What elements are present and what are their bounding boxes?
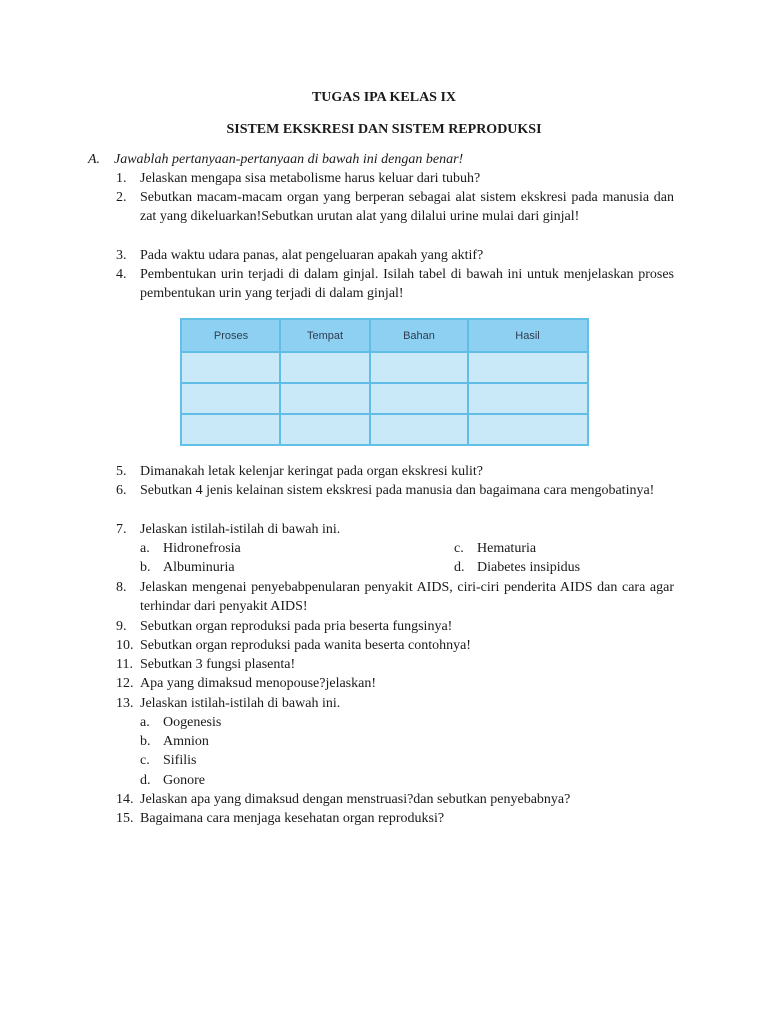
question-text: Sebutkan macam-macam organ yang berperan sebagai alat sistem ekskresi pada manusia dan zat yang dikeluarkan!Sebutkan urutan alat yang dilalui urine mulai dari ginjal! <box>140 190 674 225</box>
question-number: 8. <box>116 580 127 595</box>
term-letter: c. <box>454 541 464 556</box>
question-text: Pembentukan urin terjadi di dalam ginjal. Isilah tabel di bawah ini untuk menjelaskan proses pembentukan urin yang terjadi di dalam ginjal! <box>140 267 674 302</box>
question-number: 11. <box>116 657 133 672</box>
term-text: Albuminuria <box>163 560 235 575</box>
question-6 <box>116 481 674 500</box>
question-2 <box>116 188 674 227</box>
question-number: 14. <box>116 792 134 807</box>
question-12 <box>116 674 674 693</box>
question-text: Dimanakah letak kelenjar keringat pada organ ekskresi kulit? <box>140 464 483 479</box>
question-text: Jelaskan mengenai penyebabpenularan penyakit AIDS, ciri-ciri penderita AIDS dan cara agar terhindar dari penyakit AIDS! <box>140 580 674 615</box>
section-letter: A. <box>88 152 101 167</box>
question-number: 7. <box>116 522 127 537</box>
term-letter: d. <box>140 773 151 788</box>
table-column-divider <box>279 320 281 444</box>
question-text: Sebutkan organ reproduksi pada wanita beserta contohnya! <box>140 638 471 653</box>
term-text: Amnion <box>163 734 209 749</box>
table-row-divider <box>182 351 587 353</box>
table-row-divider <box>182 413 587 415</box>
question-number: 12. <box>116 676 134 691</box>
term-text: Oogenesis <box>163 715 222 730</box>
question-text: Bagaimana cara menjaga kesehatan organ reproduksi? <box>140 811 445 826</box>
question-text: Apa yang dimaksud menopouse?jelaskan! <box>140 676 376 691</box>
question-text: Jelaskan istilah-istilah di bawah ini. <box>140 696 341 711</box>
question-3 <box>116 246 674 265</box>
question-9 <box>116 617 674 636</box>
table-header-hasil: Hasil <box>515 330 540 342</box>
question-number: 4. <box>116 267 127 282</box>
term-text: Sifilis <box>163 753 197 768</box>
table-header-row <box>182 320 587 352</box>
table-row-divider <box>182 382 587 384</box>
question-number: 13. <box>116 696 134 711</box>
question-1 <box>116 169 674 188</box>
table-header-bahan: Bahan <box>403 330 435 342</box>
q7-term-c <box>454 539 536 558</box>
question-13 <box>116 694 674 713</box>
question-text: Sebutkan organ reproduksi pada pria beserta fungsinya! <box>140 619 453 634</box>
question-4 <box>116 265 674 304</box>
term-letter: b. <box>140 560 151 575</box>
question-5 <box>116 462 674 481</box>
question-8 <box>116 578 674 617</box>
term-text: Hematuria <box>477 541 537 556</box>
q7-term-b <box>140 558 235 577</box>
question-text: Jelaskan istilah-istilah di bawah ini. <box>140 522 341 537</box>
term-text: Gonore <box>163 773 205 788</box>
question-number: 6. <box>116 483 127 498</box>
table-header-tempat: Tempat <box>306 330 344 342</box>
question-number: 15. <box>116 811 134 826</box>
question-number: 10. <box>116 638 134 653</box>
table-column-divider <box>467 320 469 444</box>
term-letter: a. <box>140 715 150 730</box>
question-number: 9. <box>116 619 127 634</box>
urine-formation-table <box>180 318 589 446</box>
question-10 <box>116 636 674 655</box>
document-title: TUGAS IPA KELAS IX <box>311 90 457 105</box>
term-letter: a. <box>140 541 150 556</box>
term-letter: b. <box>140 734 151 749</box>
question-text: Pada waktu udara panas, alat pengeluaran apakah yang aktif? <box>140 248 484 263</box>
document-subtitle: SISTEM EKSKRESI DAN SISTEM REPRODUKSI <box>226 122 542 137</box>
q7-term-d <box>454 558 580 577</box>
question-text: Jelaskan apa yang dimaksud dengan menstruasi?dan sebutkan penyebabnya? <box>140 792 571 807</box>
q13-term-c <box>140 751 196 770</box>
question-11 <box>116 655 674 674</box>
table-header-proses: Proses <box>213 330 249 342</box>
question-number: 3. <box>116 248 127 263</box>
q13-term-a <box>140 713 221 732</box>
q13-term-d <box>140 771 205 790</box>
section-instruction-text: Jawablah pertanyaan-pertanyaan di bawah ini dengan benar! <box>114 152 464 167</box>
question-text: Sebutkan 3 fungsi plasenta! <box>140 657 296 672</box>
section-a-instruction <box>88 150 463 169</box>
question-number: 5. <box>116 464 127 479</box>
q13-term-b <box>140 732 209 751</box>
question-7 <box>116 520 674 539</box>
term-text: Hidronefrosia <box>163 541 241 556</box>
question-number: 1. <box>116 171 127 186</box>
term-letter: d. <box>454 560 465 575</box>
question-15 <box>116 809 674 828</box>
question-text: Jelaskan mengapa sisa metabolisme harus keluar dari tubuh? <box>140 171 481 186</box>
question-14 <box>116 790 674 809</box>
table-column-divider <box>369 320 371 444</box>
term-text: Diabetes insipidus <box>477 560 581 575</box>
question-text: Sebutkan 4 jenis kelainan sistem ekskresi pada manusia dan bagaimana cara mengobatinya! <box>140 483 655 498</box>
q7-term-a <box>140 539 241 558</box>
term-letter: c. <box>140 753 150 768</box>
question-number: 2. <box>116 190 127 205</box>
